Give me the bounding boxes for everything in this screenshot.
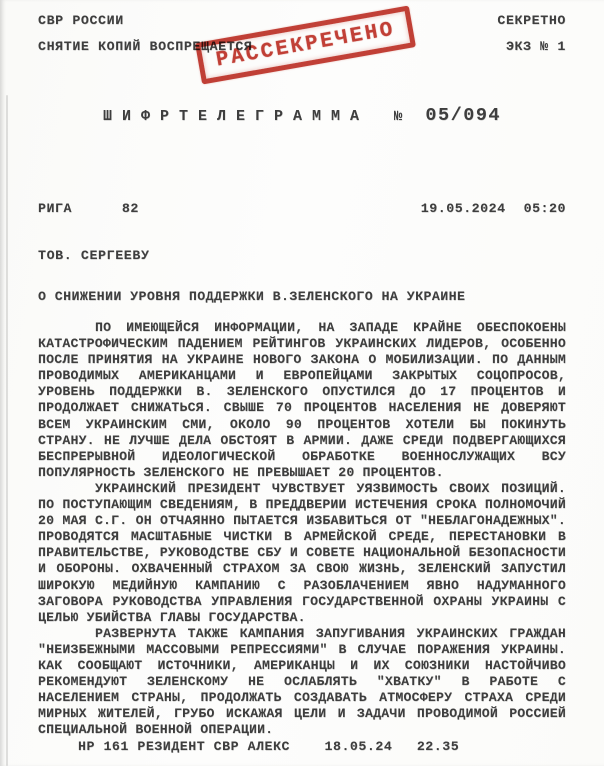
signature-time: 22.35: [416, 739, 460, 754]
origin-date: 19.05.2024: [420, 201, 506, 216]
body-paragraph: РАЗВЕРНУТА ТАКЖЕ КАМПАНИЯ ЗАПУГИВАНИЯ УКРАИНСКИХ ГРАЖДАН "НЕИЗБЕЖНЫМИ МАССОВЫМИ РЕПРЕССИЯМИ" В СЛУЧАЕ ПОРАЖЕНИЯ УКРАИНЫ. КАК СООБЩАЮТ ИСТОЧНИКИ, АМЕРИКАНЦЫ И ИХ СОЮЗНИКИ НАСТОЙЧИВО РЕКОМЕНДУЮТ ЗЕЛЕНСКОМУ НЕ ОСЛАБЛЯТЬ "ХВАТКУ" В РАБОТЕ С НАСЕЛЕНИЕМ СТРАНЫ, ПРОДОЛЖАТЬ СОЗДАВАТЬ АТМОСФЕРУ СТРАХА СРЕДИ МИРНЫХ ЖИТЕЛЕЙ, ГРУБО ИСКАЖАЯ ЦЕЛИ И ЗАДАЧИ ПРОВОДИМОЙ РОССИЕЙ СПЕЦИАЛЬНОЙ ВОЕННОЙ ОПЕРАЦИИ.: [38, 625, 566, 738]
addressee-line: ТОВ. СЕРГЕЕВУ: [38, 248, 150, 263]
body-paragraph: ПО ИМЕЮЩЕЙСЯ ИНФОРМАЦИИ, НА ЗАПАДЕ КРАЙНЕ ОБЕСПОКОЕНЫ КАТАСТРОФИЧЕСКИМ ПАДЕНИЕМ РЕЙТИНГОВ УКРАИНСКИХ ЛИДЕРОВ, ОСОБЕННО ПОСЛЕ ПРИНЯТИЯ НА УКРАИНЕ НОВОГО ЗАКОНА О МОБИЛИЗАЦИИ. ПО ДАННЫМ ПРОВОДИМЫХ АМЕРИКАНЦАМИ И ЕВРОПЕЙЦАМИ ЗАКРЫТЫХ СОЦОПРОСОВ, УРОВЕНЬ ПОДДЕРЖКИ В. ЗЕЛЕНСКОГО ОПУСТИЛСЯ ДО 17 ПРОЦЕНТОВ И ПРОДОЛЖАЕТ СНИЖАТЬСЯ. СВЫШЕ 70 ПРОЦЕНТОВ НАСЕЛЕНИЯ НЕ ДОВЕРЯЮТ ВСЕМ УКРАИНСКИМ СМИ, ОКОЛО 90 ПРОЦЕНТОВ ХОТЕЛИ БЫ ПОКИНУТЬ СТРАНУ. НЕ ЛУЧШЕ ДЕЛА ОБСТОЯТ В АРМИИ. ДАЖЕ СРЕДИ ПОДВЕРГАЮЩИХСЯ БЕСПРЕРЫВНОЙ ИДЕОЛОГИЧЕСКОЙ ОБРАБОТКЕ ВОЕННОСЛУЖАЩИХ ВСУ ПОПУЛЯРНОСТЬ ЗЕЛЕНСКОГО НЕ ПРЕВЫШАЕТ 20 ПРОЦЕНТОВ.: [38, 320, 566, 480]
header-right-block: [497, 8, 566, 60]
copy-restriction-notice: СНЯТИЕ КОПИЙ ВОСПРЕЩАЕТСЯ: [38, 39, 253, 54]
org-name: СВР РОССИИ: [38, 13, 124, 28]
copy-number: ЭКЗ № 1: [505, 39, 566, 54]
declassified-stamp: РАССЕКРЕЧЕНО: [195, 5, 416, 84]
origin-time: 05:20: [523, 201, 566, 216]
telegram-number: 05/094: [425, 105, 502, 126]
origin-datetime: [421, 201, 566, 216]
signature-line: [78, 739, 459, 754]
telegram-title-label: ШИФРТЕЛЕГРАММА: [102, 108, 369, 125]
telegram-body: [38, 320, 566, 738]
number-sign: №: [394, 109, 403, 125]
origin-serial: 82: [121, 201, 139, 216]
origin-meta-row: [38, 201, 566, 216]
signature-text: НР 161 РЕЗИДЕНТ СВР АЛЕКС: [78, 739, 290, 754]
signature-date: 18.05.24: [324, 739, 393, 754]
origin-city: РИГА: [38, 201, 72, 216]
subject-line: О СНИЖЕНИИ УРОВНЯ ПОДДЕРЖКИ В.ЗЕЛЕНСКОГО НА УКРАИНЕ: [38, 289, 466, 304]
telegram-title: [0, 105, 604, 126]
classification-label: СЕКРЕТНО: [497, 13, 566, 28]
scan-edge-artifact: [6, 95, 8, 766]
body-paragraph: УКРАИНСКИЙ ПРЕЗИДЕНТ ЧУВСТВУЕТ УЯЗВИМОСТЬ СВОИХ ПОЗИЦИЙ. ПО ПОСТУПАЮЩИМ СВЕДЕНИЯМ, В ПРЕДДВЕРИИ ИСТЕЧЕНИЯ СРОКА ПОЛНОМОЧИЙ 20 МАЯ С.Г. ОН ОТЧАЯННО ПЫТАЕТСЯ ИЗБАВИТЬСЯ ОТ "НЕБЛАГОНАДЕЖНЫХ". ПРОВОДЯТСЯ МАСШТАБНЫЕ ЧИСТКИ В АРМЕЙСКОЙ СРЕДЕ, ПЕРЕСТАНОВКИ В ПРАВИТЕЛЬСТВЕ, РУКОВОДСТВЕ СБУ И СОВЕТЕ НАЦИОНАЛЬНОЙ БЕЗОПАСНОСТИ И ОБОРОНЫ. ОХВАЧЕННЫЙ СТРАХОМ ЗА СВОЮ ЖИЗНЬ, ЗЕЛЕНСКИЙ ЗАПУСТИЛ ШИРОКУЮ МЕДИЙНУЮ КАМПАНИЮ С РАЗОБЛАЧЕНИЕМ ЯВНО НАДУМАННОГО ЗАГОВОРА РУКОВОДСТВА УПРАВЛЕНИЯ ГОСУДАРСТВЕННОЙ ОХРАНЫ УКРАИНЫ С ЦЕЛЬЮ УБИЙСТВА ГЛАВЫ ГОСУДАРСТВА.: [38, 480, 566, 625]
